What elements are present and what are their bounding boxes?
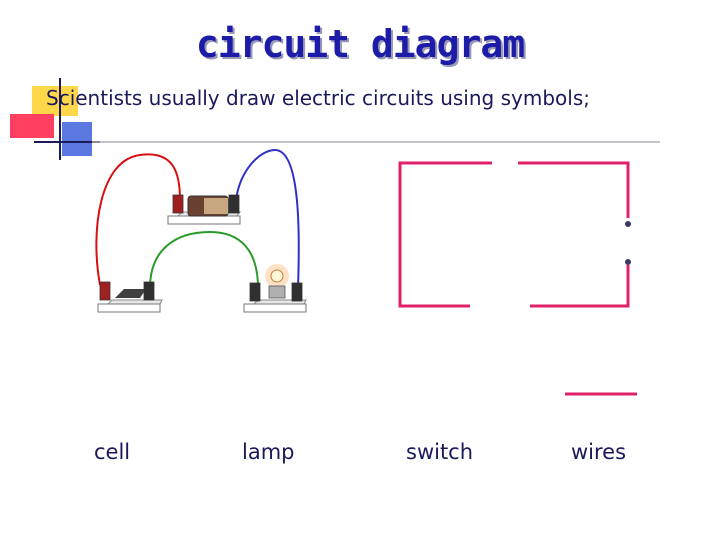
circuit-symbol-diagram (400, 163, 628, 306)
battery-component-icon (168, 195, 240, 224)
label-wires: wires (571, 440, 627, 464)
page-subtitle: Scientists usually draw electric circuits using symbols; (46, 86, 590, 110)
crocodile-clip-icon (173, 195, 183, 213)
blue-lead (236, 150, 299, 288)
symbol-wire-left (400, 163, 492, 306)
red-lead (96, 154, 180, 285)
symbol-wire-top-right (518, 163, 628, 218)
crocodile-clip-icon (100, 282, 110, 300)
crocodile-clip-icon (144, 282, 154, 300)
label-switch: switch (406, 440, 474, 464)
symbol-wire-bottom-right (530, 265, 628, 306)
page-title: circuit diagram (195, 22, 525, 66)
switch-contact-bottom (625, 259, 631, 265)
lamp-component-icon (244, 264, 306, 312)
label-lamp: lamp (242, 440, 295, 464)
green-lead (150, 232, 258, 288)
crocodile-clip-icon (229, 195, 239, 213)
switch-contact-top (625, 221, 631, 227)
switch-component-icon (98, 282, 162, 312)
crocodile-clip-icon (250, 283, 260, 301)
label-cell: cell (94, 440, 131, 464)
crocodile-clip-icon (292, 283, 302, 301)
